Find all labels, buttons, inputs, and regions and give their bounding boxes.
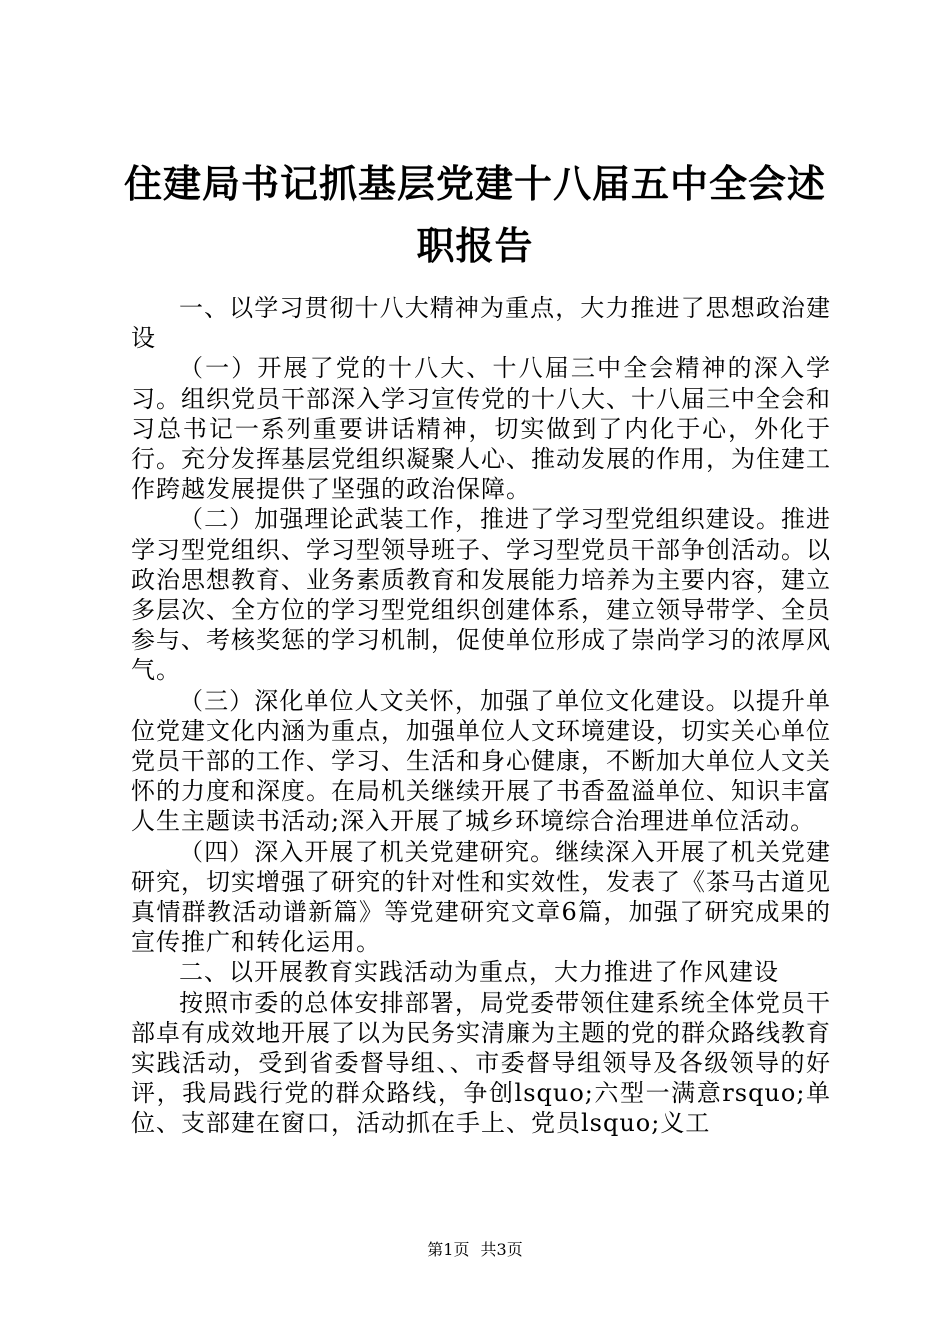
paragraph-5: 按照市委的总体安排部署，局党委带领住建系统全体党员干部卓有成效地开展了以为民务实清廉为主题的党的群众路线教育实践活动，受到省委督导组、、市委督导组领导及各级领导的好评，我局践行党的群众路线，争创lsquo;六型一满意rsquo;单位、支部建在窗口，活动抓在手上、党员lsquo;义工: [131, 988, 831, 1138]
section-heading-1: 一、以学习贯彻十八大精神为重点，大力推进了思想政治建设: [131, 294, 831, 353]
page-total: 共3页: [480, 1240, 523, 1259]
paragraph-1: （一）开展了党的十八大、十八届三中全会精神的深入学习。组织党员干部深入学习宣传党的十八大、十八届三中全会和习总书记一系列重要讲话精神，切实做到了内化于心，外化于行。充分发挥基层党组织凝聚人心、推动发展的作用，为住建工作跨越发展提供了坚强的政治保障。: [131, 354, 831, 504]
paragraph-3: （三）深化单位人文关怀，加强了单位文化建设。以提升单位党建文化内涵为重点，加强单位人文环境建设，切实关心单位党员干部的工作、学习、生活和身心健康，不断加大单位人文关怀的力度和深度。在局机关继续开展了书香盈溢单位、知识丰富人生主题读书活动;深入开展了城乡环境综合治理进单位活动。: [131, 686, 831, 836]
paragraph-4: （四）深入开展了机关党建研究。继续深入开展了机关党建研究，切实增强了研究的针对性和实效性，发表了《茶马古道见真情群教活动谱新篇》等党建研究文章6篇，加强了研究成果的宣传推广和转化运用。: [131, 837, 831, 957]
document-title: 住建局书记抓基层党建十八届五中全会述职报告: [123, 161, 826, 268]
document-body: [131, 293, 831, 1139]
section-heading-2: 二、以开展教育实践活动为重点，大力推进了作风建设: [179, 958, 779, 987]
paragraph-2: （二）加强理论武装工作，推进了学习型党组织建设。推进学习型党组织、学习型领导班子、学习型党员干部争创活动。以政治思想教育、业务素质教育和发展能力培养为主要内容，建立多层次、全方位的学习型党组织创建体系，建立领导带学、全员参与、考核奖惩的学习机制，促使单位形成了崇尚学习的浓厚风气。: [131, 505, 831, 685]
page-footer: [0, 1239, 950, 1261]
page-number: 第1页: [427, 1240, 470, 1259]
